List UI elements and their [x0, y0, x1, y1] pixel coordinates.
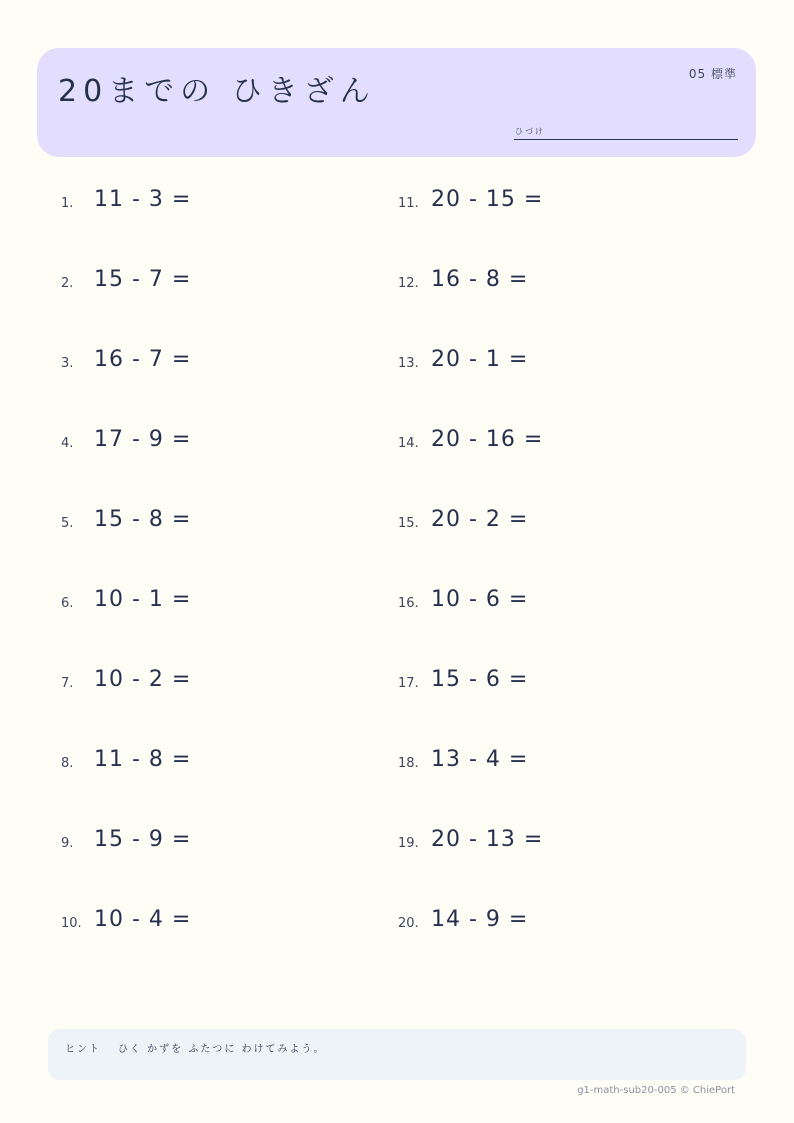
problem-expression: 15 - 8 =: [94, 507, 192, 532]
problem-number: 10.: [61, 916, 82, 931]
problem-number: 7.: [61, 676, 74, 691]
problem-expression: 15 - 6 =: [431, 667, 529, 692]
problem-number: 9.: [61, 836, 74, 851]
problem-number: 5.: [61, 516, 74, 531]
footer-credit: g1-math-sub20-005 © ChiePort: [577, 1085, 735, 1096]
problem-number: 18.: [398, 756, 419, 771]
problem-expression: 15 - 7 =: [94, 267, 192, 292]
problem-number: 16.: [398, 596, 419, 611]
problem-number: 15.: [398, 516, 419, 531]
problem-number: 14.: [398, 436, 419, 451]
problem-expression: 10 - 1 =: [94, 587, 192, 612]
problem-expression: 16 - 7 =: [94, 347, 192, 372]
problem-expression: 10 - 2 =: [94, 667, 192, 692]
hint-label: ヒント: [65, 1044, 101, 1055]
problem-expression: 14 - 9 =: [431, 907, 529, 932]
problem-expression: 15 - 9 =: [94, 827, 192, 852]
problem-expression: 11 - 3 =: [94, 187, 192, 212]
problem-number: 20.: [398, 916, 419, 931]
problem-expression: 13 - 4 =: [431, 747, 529, 772]
problem-expression: 20 - 15 =: [431, 187, 544, 212]
hint-text: ひく かずを ふたつに わけてみよう。: [118, 1044, 326, 1055]
problem-expression: 17 - 9 =: [94, 427, 192, 452]
problem-expression: 20 - 16 =: [431, 427, 544, 452]
hint-box: [48, 1029, 746, 1080]
problem-number: 2.: [61, 276, 74, 291]
problem-expression: 10 - 4 =: [94, 907, 192, 932]
date-writing-line: [514, 139, 738, 140]
problem-expression: 10 - 6 =: [431, 587, 529, 612]
problem-number: 4.: [61, 436, 74, 451]
problem-number: 6.: [61, 596, 74, 611]
level-label: 05 標準: [688, 67, 737, 81]
worksheet-header: [37, 48, 756, 157]
problem-number: 13.: [398, 356, 419, 371]
problem-number: 8.: [61, 756, 74, 771]
problem-number: 11.: [398, 196, 419, 211]
problem-number: 3.: [61, 356, 74, 371]
problem-number: 17.: [398, 676, 419, 691]
problem-expression: 20 - 13 =: [431, 827, 544, 852]
date-label: ひづけ: [515, 127, 545, 136]
problem-expression: 11 - 8 =: [94, 747, 192, 772]
problem-expression: 20 - 2 =: [431, 507, 529, 532]
problem-number: 12.: [398, 276, 419, 291]
problem-expression: 20 - 1 =: [431, 347, 529, 372]
worksheet-title: 20までの ひきざん: [58, 74, 376, 109]
problem-number: 1.: [61, 196, 74, 211]
problem-expression: 16 - 8 =: [431, 267, 529, 292]
problem-number: 19.: [398, 836, 419, 851]
